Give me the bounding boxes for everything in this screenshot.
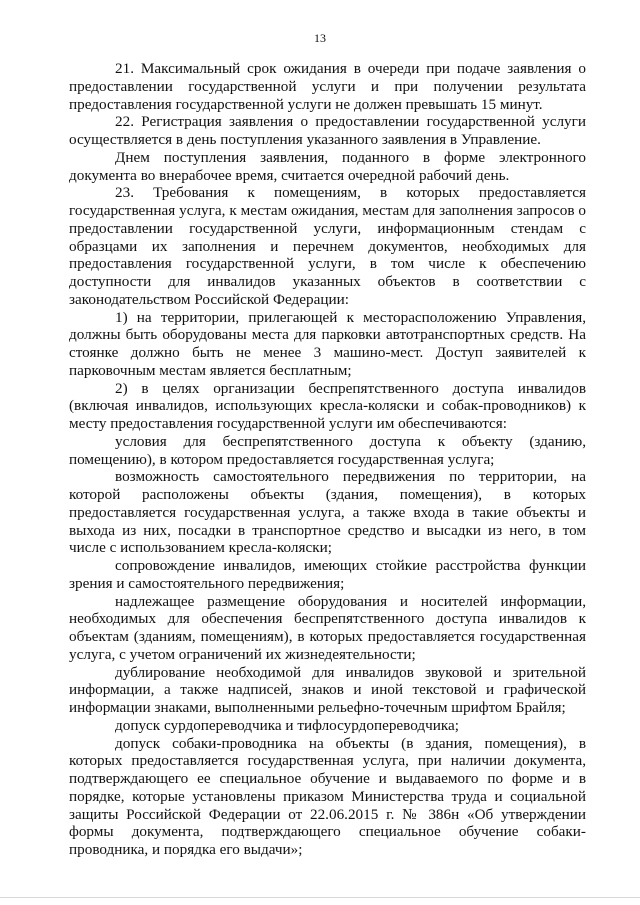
accessibility-clause-equipment: надлежащее размещение оборудования и носителей информации, необходимых для обеспечения беспрепятственного доступа инвалидов к объектам (зданиям, помещениям), в которых предоставляется государственная услуга, с учетом ограничений их жизнедеятельности;: [69, 592, 586, 663]
scan-edge-divider: [0, 897, 640, 898]
accessibility-clause-conditions: условия для беспрепятственного доступа к объекту (зданию, помещению), в котором предоставляется государственная услуга;: [69, 432, 586, 468]
accessibility-clause-guide-dog: допуск собаки-проводника на объекты (в здания, помещения), в которых предоставляется государственная услуга, при наличии документа, подтверждающего ее специальное обучение и выдаваемого по форме и в порядке, которые установлены приказом Министерства труда и социальной защиты Российской Федерации от 22.06.2015 г. № 386н «Об утверждении формы документа, подтверждающего специальное обучение собаки-проводника, и порядка его выдачи»;: [69, 734, 586, 858]
accessibility-clause-movement: возможность самостоятельного передвижения по территории, на которой расположены объекты (здания, помещения), в которых предоставляется государственная услуга, а также входа в такие объекты и выхода из них, посадки в транспортное средство и высадки из него, в том числе с использованием кресла-коляски;: [69, 468, 586, 557]
accessibility-clause-escort: сопровождение инвалидов, имеющих стойкие расстройства функции зрения и самостоятельного передвижения;: [69, 557, 586, 592]
paragraph-22: 22. Регистрация заявления о предоставлении государственной услуги осуществляется в день поступления указанного заявления в Управление.: [69, 113, 586, 148]
accessibility-clause-interpreter: допуск сурдопереводчика и тифлосурдопереводчика;: [115, 716, 459, 734]
paragraph-21: 21. Максимальный срок ожидания в очереди при подаче заявления о предоставлении государственной услуги и при получении результата предоставления государственной услуги не должен превышать 15 минут.: [69, 60, 586, 113]
accessibility-clause-duplication: дублирование необходимой для инвалидов звуковой и зрительной информации, а также надписей, знаков и иной текстовой и графической информации знаками, выполненными рельефно-точечным шрифтом Брайля;: [69, 663, 586, 716]
paragraph-23-item-1: 1) на территории, прилегающей к месторасположению Управления, должны быть оборудованы места для парковки автотранспортных средств. На стоянке должно быть не менее 3 машино-мест. Доступ заявителей к парковочным местам является бесплатным;: [69, 308, 586, 379]
paragraph-22-note: Днем поступления заявления, поданного в форме электронного документа во внерабочее время, считается очередной рабочий день.: [69, 148, 586, 184]
page-number: 13: [314, 31, 326, 45]
paragraph-23-item-2: 2) в целях организации беспрепятственного доступа инвалидов (включая инвалидов, использующих кресла-коляски и собак-проводников) к месту предоставления государственной услуги им обеспечиваются:: [69, 379, 586, 432]
document-body: [69, 60, 586, 859]
paragraph-23: 23. Требования к помещениям, в которых предоставляется государственная услуга, к местам ожидания, местам для заполнения запросов о предоставлении государственной услуги, информационным стендам с образцами их заполнения и перечнем документов, необходимых для предоставления государственной услуги, в том числе к обеспечению доступности для инвалидов указанных объектов в соответствии с законодательством Российской Федерации:: [69, 184, 586, 308]
